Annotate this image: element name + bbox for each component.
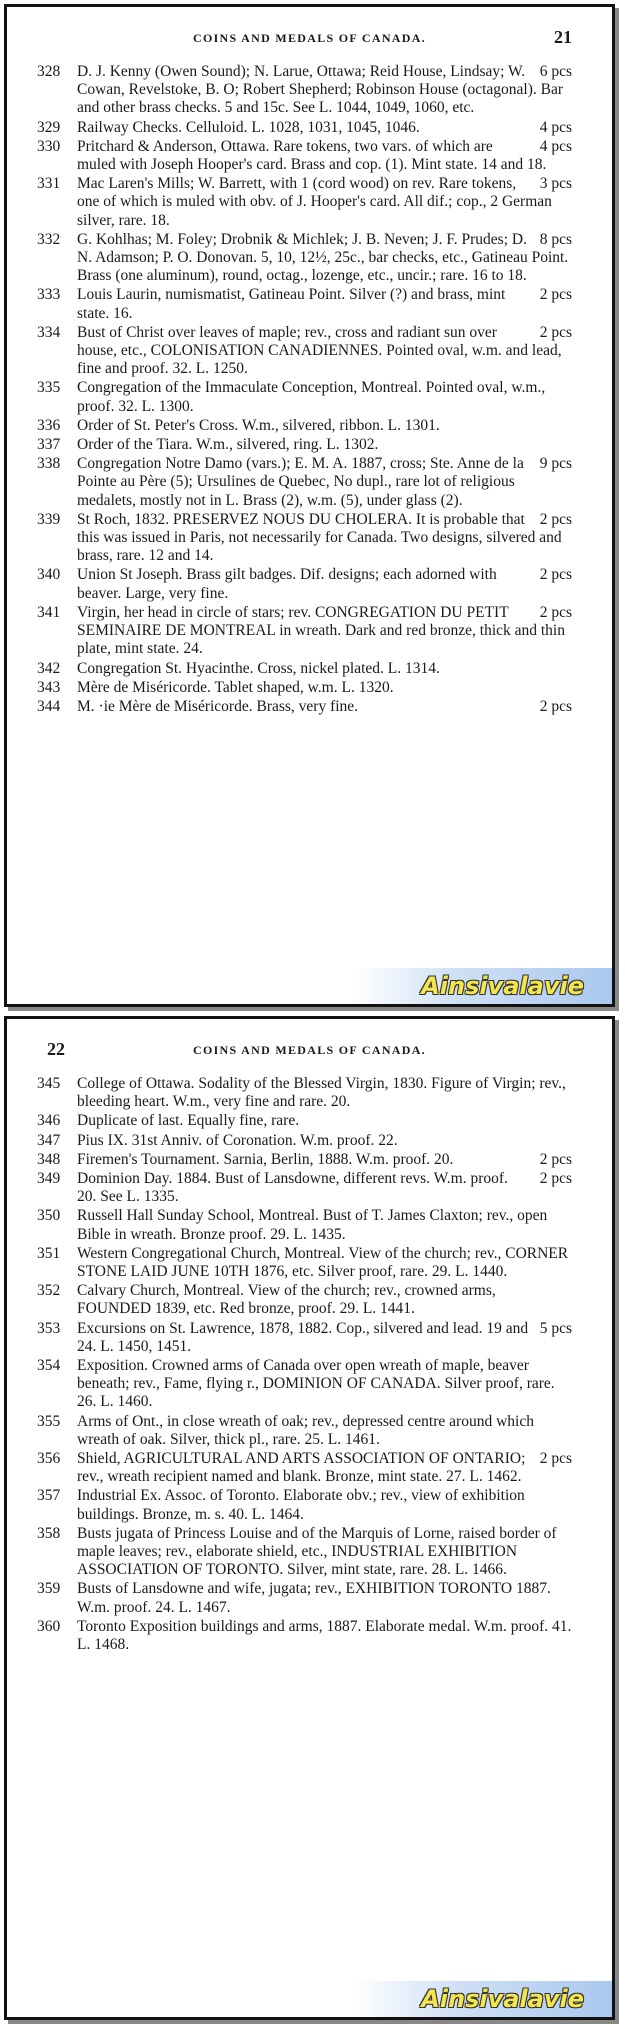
entry-quantity: 5 pcs [539,1319,572,1337]
catalog-entry [37,1170,572,1206]
catalog-entry [37,660,572,678]
entry-description: Duplicate of last. Equally fine, rare. [77,1112,300,1130]
page-number: 22 [47,1039,65,1059]
entry-number: 345 [37,1075,61,1092]
catalog-page-22 [4,1016,615,2020]
entry-description: Union St Joseph. Brass gilt badges. Dif. designs; each adorned with beaver. Large, very fine. [77,566,497,602]
entry-quantity: 2 pcs [539,1450,572,1468]
entry-number: 342 [37,659,61,677]
entry-description: Pius IX. 31st Anniv. of Coronation. W.m. proof. 22. [77,1131,398,1149]
catalog-entry [37,1282,572,1318]
entry-number: 337 [37,436,61,454]
catalog-entry [37,1413,572,1449]
watermark-banner [352,1981,612,2017]
catalog-entry [37,1487,572,1523]
entry-number: 331 [37,175,61,193]
catalog-entry [37,175,572,230]
catalog-entry [37,1580,572,1616]
entry-number: 344 [37,697,61,715]
entry-number: 343 [37,678,61,696]
entry-quantity: 2 pcs [539,1150,572,1168]
entry-description: Virgin, her head in circle of stars; rev. CONGREGATION DU PETIT SEMINAIRE DE MONTREAL in wreath. Dark and red bronze, thick and thin plate, mint state. 24. [77,603,565,658]
entry-number: 350 [37,1207,61,1225]
entry-description: Industrial Ex. Assoc. of Toronto. Elaborate obv.; rev., view of exhibition buildings. Bronze, m. s. 40. L. 1464. [77,1487,525,1523]
entry-description: Busts of Lansdowne and wife, jugata; rev., EXHIBITION TORONTO 1887. W.m. proof. 24. L. 1467. [77,1580,551,1616]
catalog-entry [37,1207,572,1243]
watermark-text: Ainsivalavie [421,972,584,1000]
entry-number: 354 [37,1357,61,1375]
entry-description: Railway Checks. Celluloid. L. 1028, 1031, 1045, 1046. [77,118,420,136]
entry-quantity: 8 pcs [539,230,572,248]
catalog-entry [37,698,572,716]
entry-description: M. ·ie Mère de Miséricorde. Brass, very fine. [77,697,359,715]
entry-number: 339 [37,510,61,528]
catalog-entry [37,511,572,566]
entry-quantity: 2 pcs [539,697,572,715]
entry-number: 348 [37,1150,61,1168]
entry-number: 347 [37,1131,61,1149]
entry-quantity: 9 pcs [539,455,572,473]
entry-quantity: 3 pcs [539,175,572,193]
catalog-entry [37,679,572,697]
catalog-entry [37,1245,572,1281]
entry-number: 341 [37,603,61,621]
catalog-entry [37,119,572,137]
entry-number: 351 [37,1244,61,1262]
catalog-entry [37,231,572,286]
entry-quantity: 6 pcs [539,63,572,80]
catalog-entry [37,1151,572,1169]
entry-description: Firemen's Tournament. Sarnia, Berlin, 1888. W.m. proof. 20. [77,1150,454,1168]
entry-number: 329 [37,118,61,136]
page-header [47,27,572,49]
entry-description: Exposition. Crowned arms of Canada over open wreath of maple, beaver beneath; rev., Fame, flying r., DOMINION OF CANADA. Silver proof, rare. 26. L. 1460. [77,1357,555,1411]
page-number: 21 [554,27,572,47]
entry-quantity: 2 pcs [539,510,572,528]
entry-number: 336 [37,416,61,434]
entry-description: Excursions on St. Lawrence, 1878, 1882. Cop., silvered and lead. 19 and 24. L. 1450, 1451. [77,1319,529,1355]
running-title: COINS AND MEDALS OF CANADA. [192,1043,426,1057]
page-header [47,1039,572,1061]
entry-number: 335 [37,379,61,397]
running-title: COINS AND MEDALS OF CANADA. [192,31,426,45]
catalog-entry [37,1132,572,1150]
watermark-banner [352,968,612,1004]
entry-description: Pritchard & Anderson, Ottawa. Rare tokens, two vars. of which are muled with Joseph Hooper's card. Brass and cop. (1). Mint state. 14 and 18. [77,137,547,174]
entry-number: 328 [37,63,61,80]
catalog-entries [37,1075,572,1655]
entry-description: Dominion Day. 1884. Bust of Lansdowne, different revs. W.m. proof. 20. See L. 1335. [77,1170,508,1206]
entry-quantity: 2 pcs [539,286,572,304]
entry-number: 330 [37,137,61,155]
catalog-entry [37,455,572,510]
entry-description: Russell Hall Sunday School, Montreal. Bust of T. James Claxton; rev., open Bible in wreath. Bronze proof. 29. L. 1435. [77,1207,548,1243]
catalog-entry [37,324,572,379]
catalog-entry [37,138,572,174]
entry-description: Arms of Ont., in close wreath of oak; rev., depressed centre around which wreath of oak. Silver, thick pl., rare. 25. L. 1461. [77,1412,534,1448]
entry-description: Order of St. Peter's Cross. W.m., silvered, ribbon. L. 1301. [77,416,440,434]
entry-quantity: 2 pcs [539,323,572,341]
entry-description: Congregation of the Immaculate Conception, Montreal. Pointed oval, w.m., proof. 32. L. 1300. [77,379,546,415]
catalog-entry [37,379,572,415]
entry-number: 333 [37,286,61,304]
entry-description: Congregation Notre Damo (vars.); E. M. A. 1887, cross; Ste. Anne de la Pointe au Père (5); Ursulines de Quebec, No dupl., rare lot of religious medalets, mostly not in L. Brass (2), w.m. (5), under glass (2). [77,455,524,509]
entry-number: 353 [37,1319,61,1337]
entry-description: Calvary Church, Montreal. View of the church; rev., crowned arms, FOUNDED 1839, etc. Red bronze, proof. 29. L. 1441. [77,1282,496,1318]
entry-description: Louis Laurin, numismatist, Gatineau Point. Silver (?) and brass, mint state. 16. [77,286,506,322]
catalog-entry [37,604,572,659]
catalog-entry [37,63,572,118]
entry-description: Congregation St. Hyacinthe. Cross, nickel plated. L. 1314. [77,659,440,677]
catalog-entry [37,1525,572,1580]
entry-description: D. J. Kenny (Owen Sound); N. Larue, Ottawa; Reid House, Lindsay; W. Cowan, Revelstoke, B. O; Robert Shepherd; Robinson House (octagonal). Bar and other brass checks. 5 and 15c. See L. 1044, 1049, 1060, etc. [77,63,564,117]
entry-description: G. Kohlhas; M. Foley; Drobnik & Michlek; J. B. Neven; J. F. Prudes; D. N. Adamson; P. O. Donovan. 5, 10, 12½, 25c., bar checks, etc., Gatineau Point. Brass (one aluminum), round, octag., lozenge, etc., uncir.; rare. 16 to 18. [77,230,569,285]
catalog-entry [37,1618,572,1654]
catalog-entry [37,417,572,435]
entry-description: Toronto Exposition buildings and arms, 1887. Elaborate medal. W.m. proof. 41. L. 1468. [77,1617,572,1654]
entry-description: Mac Laren's Mills; W. Barrett, with 1 (cord wood) on rev. Rare tokens, one of which is muled with obv. of J. Hooper's card. All dif.; cop., 2 German silver, rare. 18. [77,175,552,229]
entry-number: 357 [37,1487,61,1505]
catalog-entry [37,1112,572,1130]
entry-number: 352 [37,1282,61,1300]
catalog-entry [37,1450,572,1486]
entry-description: Shield, AGRICULTURAL AND ARTS ASSOCIATION OF ONTARIO; rev., wreath recipient named and blank. Bronze, mint state. 27. L. 1462. [77,1450,526,1486]
catalog-entry [37,566,572,602]
entry-description: Order of the Tiara. W.m., silvered, ring. L. 1302. [77,436,379,454]
catalog-entry [37,286,572,322]
entry-quantity: 4 pcs [539,137,572,155]
entry-number: 355 [37,1412,61,1430]
entry-description: College of Ottawa. Sodality of the Blessed Virgin, 1830. Figure of Virgin; rev., bleeding heart. W.m., very fine and rare. 20. [77,1075,566,1111]
catalog-entry [37,1357,572,1412]
entry-number: 358 [37,1524,61,1542]
entry-number: 346 [37,1112,61,1130]
catalog-entry [37,1075,572,1111]
entry-number: 332 [37,230,61,248]
entry-number: 334 [37,323,61,341]
entry-description: Busts jugata of Princess Louise and of the Marquis of Lorne, raised border of maple leaves; rev., elaborate shield, etc., INDUSTRIAL EXHIBITION ASSOCIATION OF TORONTO. Silver, mint state, rare. 28. L. 1466. [77,1524,557,1579]
entry-number: 360 [37,1617,61,1635]
catalog-page-21 [4,4,615,1007]
entry-description: Bust of Christ over leaves of maple; rev., cross and radiant sun over house, etc., COLONISATION CANADIENNES. Pointed oval, w.m. and lead, fine and proof. 32. L. 1250. [77,323,562,378]
entry-quantity: 2 pcs [539,603,572,621]
entry-quantity: 2 pcs [539,566,572,584]
entry-number: 340 [37,566,61,584]
entry-description: St Roch, 1832. PRESERVEZ NOUS DU CHOLERA. It is probable that this was issued in Paris, not necessarily for Canada. Two designs, silvered and brass, rare. 12 and 14. [77,510,562,565]
entry-number: 356 [37,1450,61,1468]
entry-number: 338 [37,455,61,473]
entry-description: Mère de Miséricorde. Tablet shaped, w.m. L. 1320. [77,678,394,696]
entry-quantity: 4 pcs [539,118,572,136]
watermark-text: Ainsivalavie [421,1985,584,2013]
entry-quantity: 2 pcs [539,1170,572,1188]
entry-number: 349 [37,1170,61,1188]
catalog-entry [37,1320,572,1356]
catalog-entry [37,436,572,454]
entry-description: Western Congregational Church, Montreal. View of the church; rev., CORNER STONE LAID JUNE 10TH 1876, etc. Silver proof, rare. 29. L. 1440. [77,1244,569,1281]
entry-number: 359 [37,1580,61,1598]
catalog-entries [37,63,572,717]
